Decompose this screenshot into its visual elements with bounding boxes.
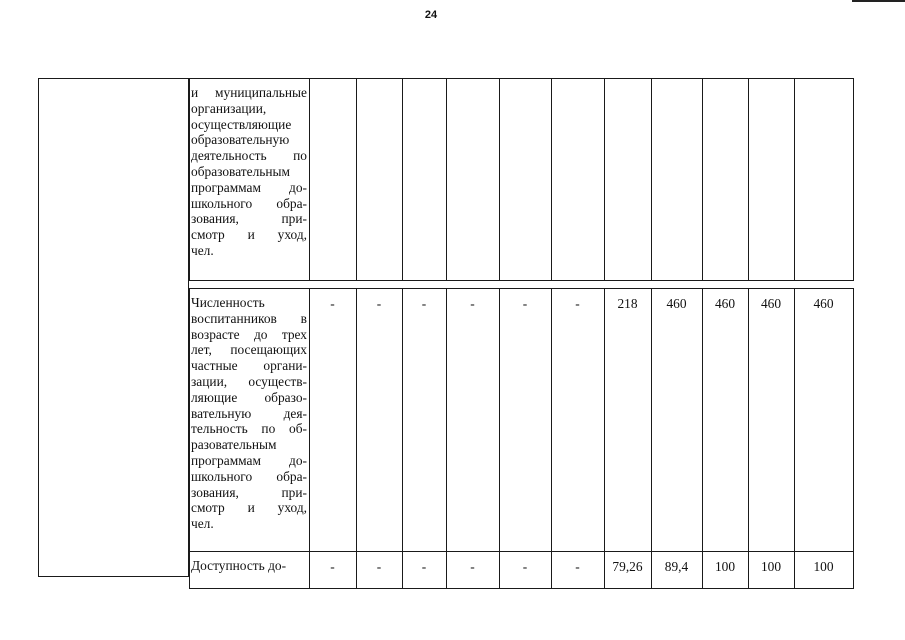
table-cell-value: - [421,296,427,311]
column-border [748,78,749,280]
row-label-line: образовательным [191,164,291,179]
column-border [651,288,652,551]
table-cell-value: - [330,559,335,574]
column-border [702,288,703,551]
table-cell-value: 79,26 [612,559,643,574]
column-border [499,78,500,280]
row-label-line: зования, при- [191,211,307,227]
row-label-line: возрасте до трех [191,326,307,342]
column-border [853,288,854,551]
table-cell-value: 218 [617,296,638,311]
table-cell-value: 89,4 [664,559,689,574]
column-border [651,551,652,588]
table-cell-value: 460 [714,296,736,311]
table-cell-value: 100 [760,559,782,574]
row-label-line: смотр и уход, [191,500,307,516]
column-border [748,288,749,551]
row-border-bottom [189,280,854,281]
row-label-line: лет, посещающих [191,342,307,358]
column-border [446,78,447,280]
row-label-line: организации, [191,100,267,116]
table-cell-value: 460 [760,296,782,311]
column-border [446,551,447,588]
row-label-line: разовательным [191,437,277,453]
row-border-top [189,78,854,79]
table-cell-value: - [470,559,475,574]
row-label-line: воспитанников в [191,310,307,326]
row-label-line: программам до- [191,453,307,468]
row-label-line: образовательную [191,132,290,148]
row-border-left [189,78,190,280]
column-border [551,288,552,551]
table-cell-value: 460 [666,296,687,311]
table-left-column [38,78,189,577]
row-label-line: ляющие образо- [191,389,307,405]
column-border [748,551,749,588]
column-border [794,288,795,551]
row-label-line: осуществляющие [191,116,292,132]
column-border [402,78,403,280]
row-border-left [189,551,190,588]
table-cell-value: 100 [714,559,736,574]
row-label-line: тельность по об- [191,421,307,437]
row-label-line: Доступность до- [191,558,287,573]
scan-edge-line [852,0,905,2]
column-border [446,288,447,551]
column-border [794,551,795,588]
column-border [309,78,310,280]
row-label-line: зации, осуществ- [191,374,307,389]
column-border [604,78,605,280]
row-label-line: зования, при- [191,484,307,500]
table-cell-value: - [470,296,475,311]
row-label-line: программам до- [191,179,307,195]
column-border [651,78,652,280]
table-cell-value: 100 [813,559,834,574]
row-label-line: и муниципальные [191,85,307,100]
row-label-line: Численность [191,295,265,310]
row-border-left [189,288,190,551]
table-cell-value: - [376,296,382,311]
column-border [356,78,357,280]
column-border [499,551,500,588]
column-border [604,551,605,588]
row-border-top [189,551,854,552]
table-cell-value: 460 [813,296,834,311]
column-border [551,551,552,588]
column-border [702,78,703,280]
column-border [499,288,500,551]
column-border [794,78,795,280]
table-cell-value: - [330,296,335,311]
table-cell-value: - [575,296,580,311]
table-cell-value: - [421,559,427,574]
page-number: 24 [424,9,438,21]
column-border [356,288,357,551]
table-cell-value: - [575,559,580,574]
row-label-line: деятельность по [191,148,307,164]
table-cell-value: - [376,559,382,574]
row-label-line: частные органи- [191,358,307,374]
row-border-bottom [189,588,854,589]
column-border [853,78,854,280]
column-border [309,551,310,588]
table-cell-value: - [522,559,528,574]
column-border [853,551,854,588]
column-border [309,288,310,551]
column-border [356,551,357,588]
row-label-line: школьного обра- [191,195,307,211]
column-border [402,551,403,588]
column-border [402,288,403,551]
table-cell-value: - [522,296,528,311]
column-border [551,78,552,280]
column-border [702,551,703,588]
row-label-line: школьного обра- [191,468,307,484]
row-label-line: чел. [191,243,214,258]
row-label-line: смотр и уход, [191,227,307,243]
row-label-line: вательную дея- [191,405,307,421]
row-label-line: чел. [191,516,214,532]
row-border-top [189,288,854,289]
column-border [604,288,605,551]
